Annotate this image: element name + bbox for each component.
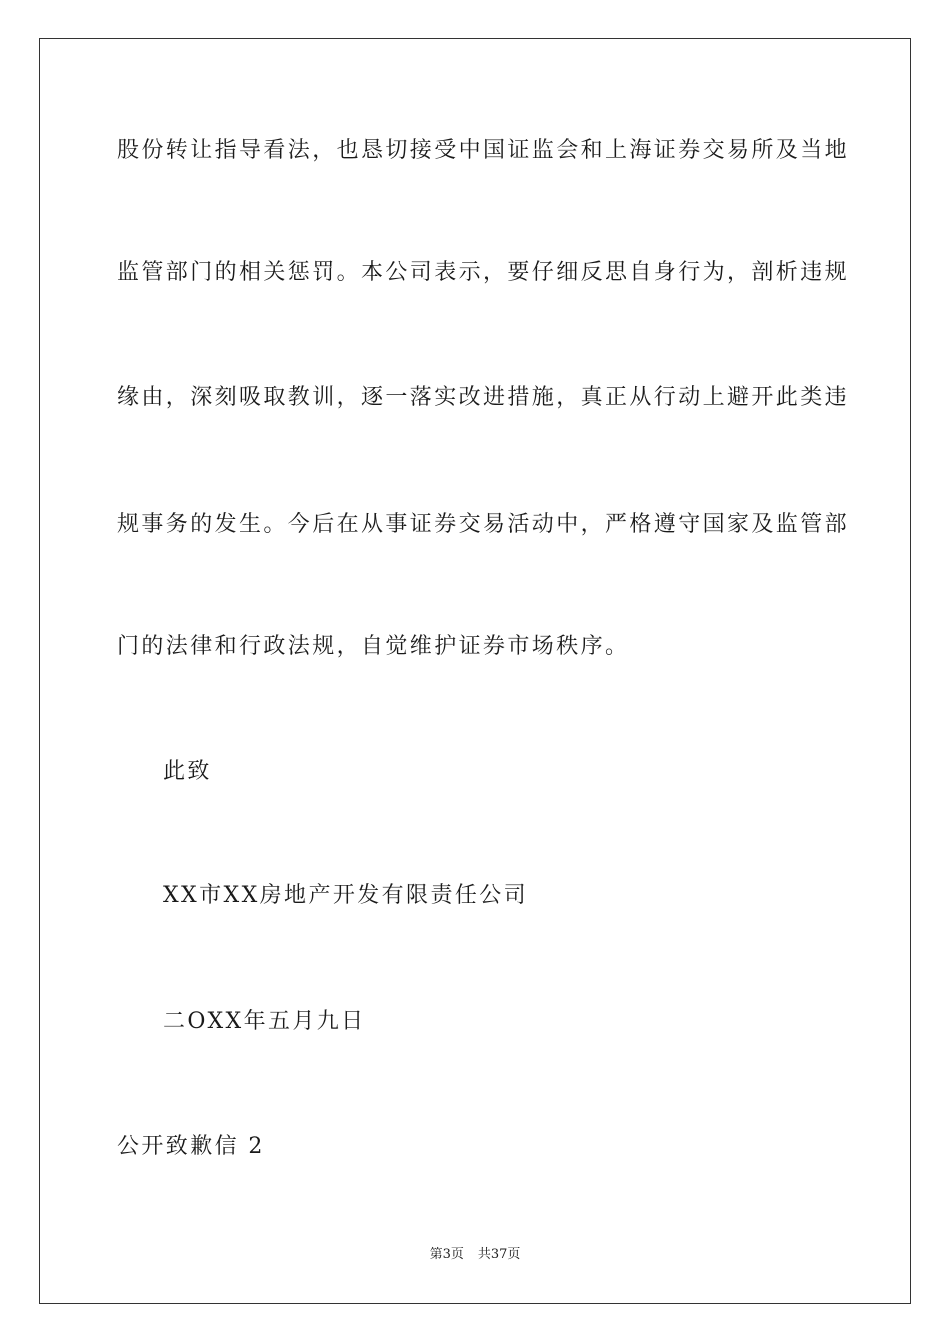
page-frame [39, 38, 911, 1304]
signature-date: 二OXX年五月九日 [163, 1009, 366, 1034]
body-line: 门的法律和行政法规，自觉维护证券市场秩序。 [117, 634, 630, 659]
signature-company: XX市XX房地产开发有限责任公司 [163, 883, 529, 908]
body-line: 股份转让指导看法，也恳切接受中国证监会和上海证券交易所及当地 [117, 138, 850, 163]
body-line: 缘由，深刻吸取教训，逐一落实改进措施，真正从行动上避开此类违 [117, 385, 850, 410]
section-heading: 公开致歉信 2 [117, 1134, 265, 1159]
page-number: 第3页 [429, 1247, 464, 1262]
body-line: 规事务的发生。今后在从事证券交易活动中，严格遵守国家及监管部 [117, 512, 850, 537]
closing-salutation: 此致 [163, 759, 212, 784]
page-total: 共37页 [477, 1247, 521, 1262]
body-line: 监管部门的相关惩罚。本公司表示，要仔细反思自身行为，剖析违规 [117, 260, 850, 285]
page-footer [0, 1246, 950, 1264]
